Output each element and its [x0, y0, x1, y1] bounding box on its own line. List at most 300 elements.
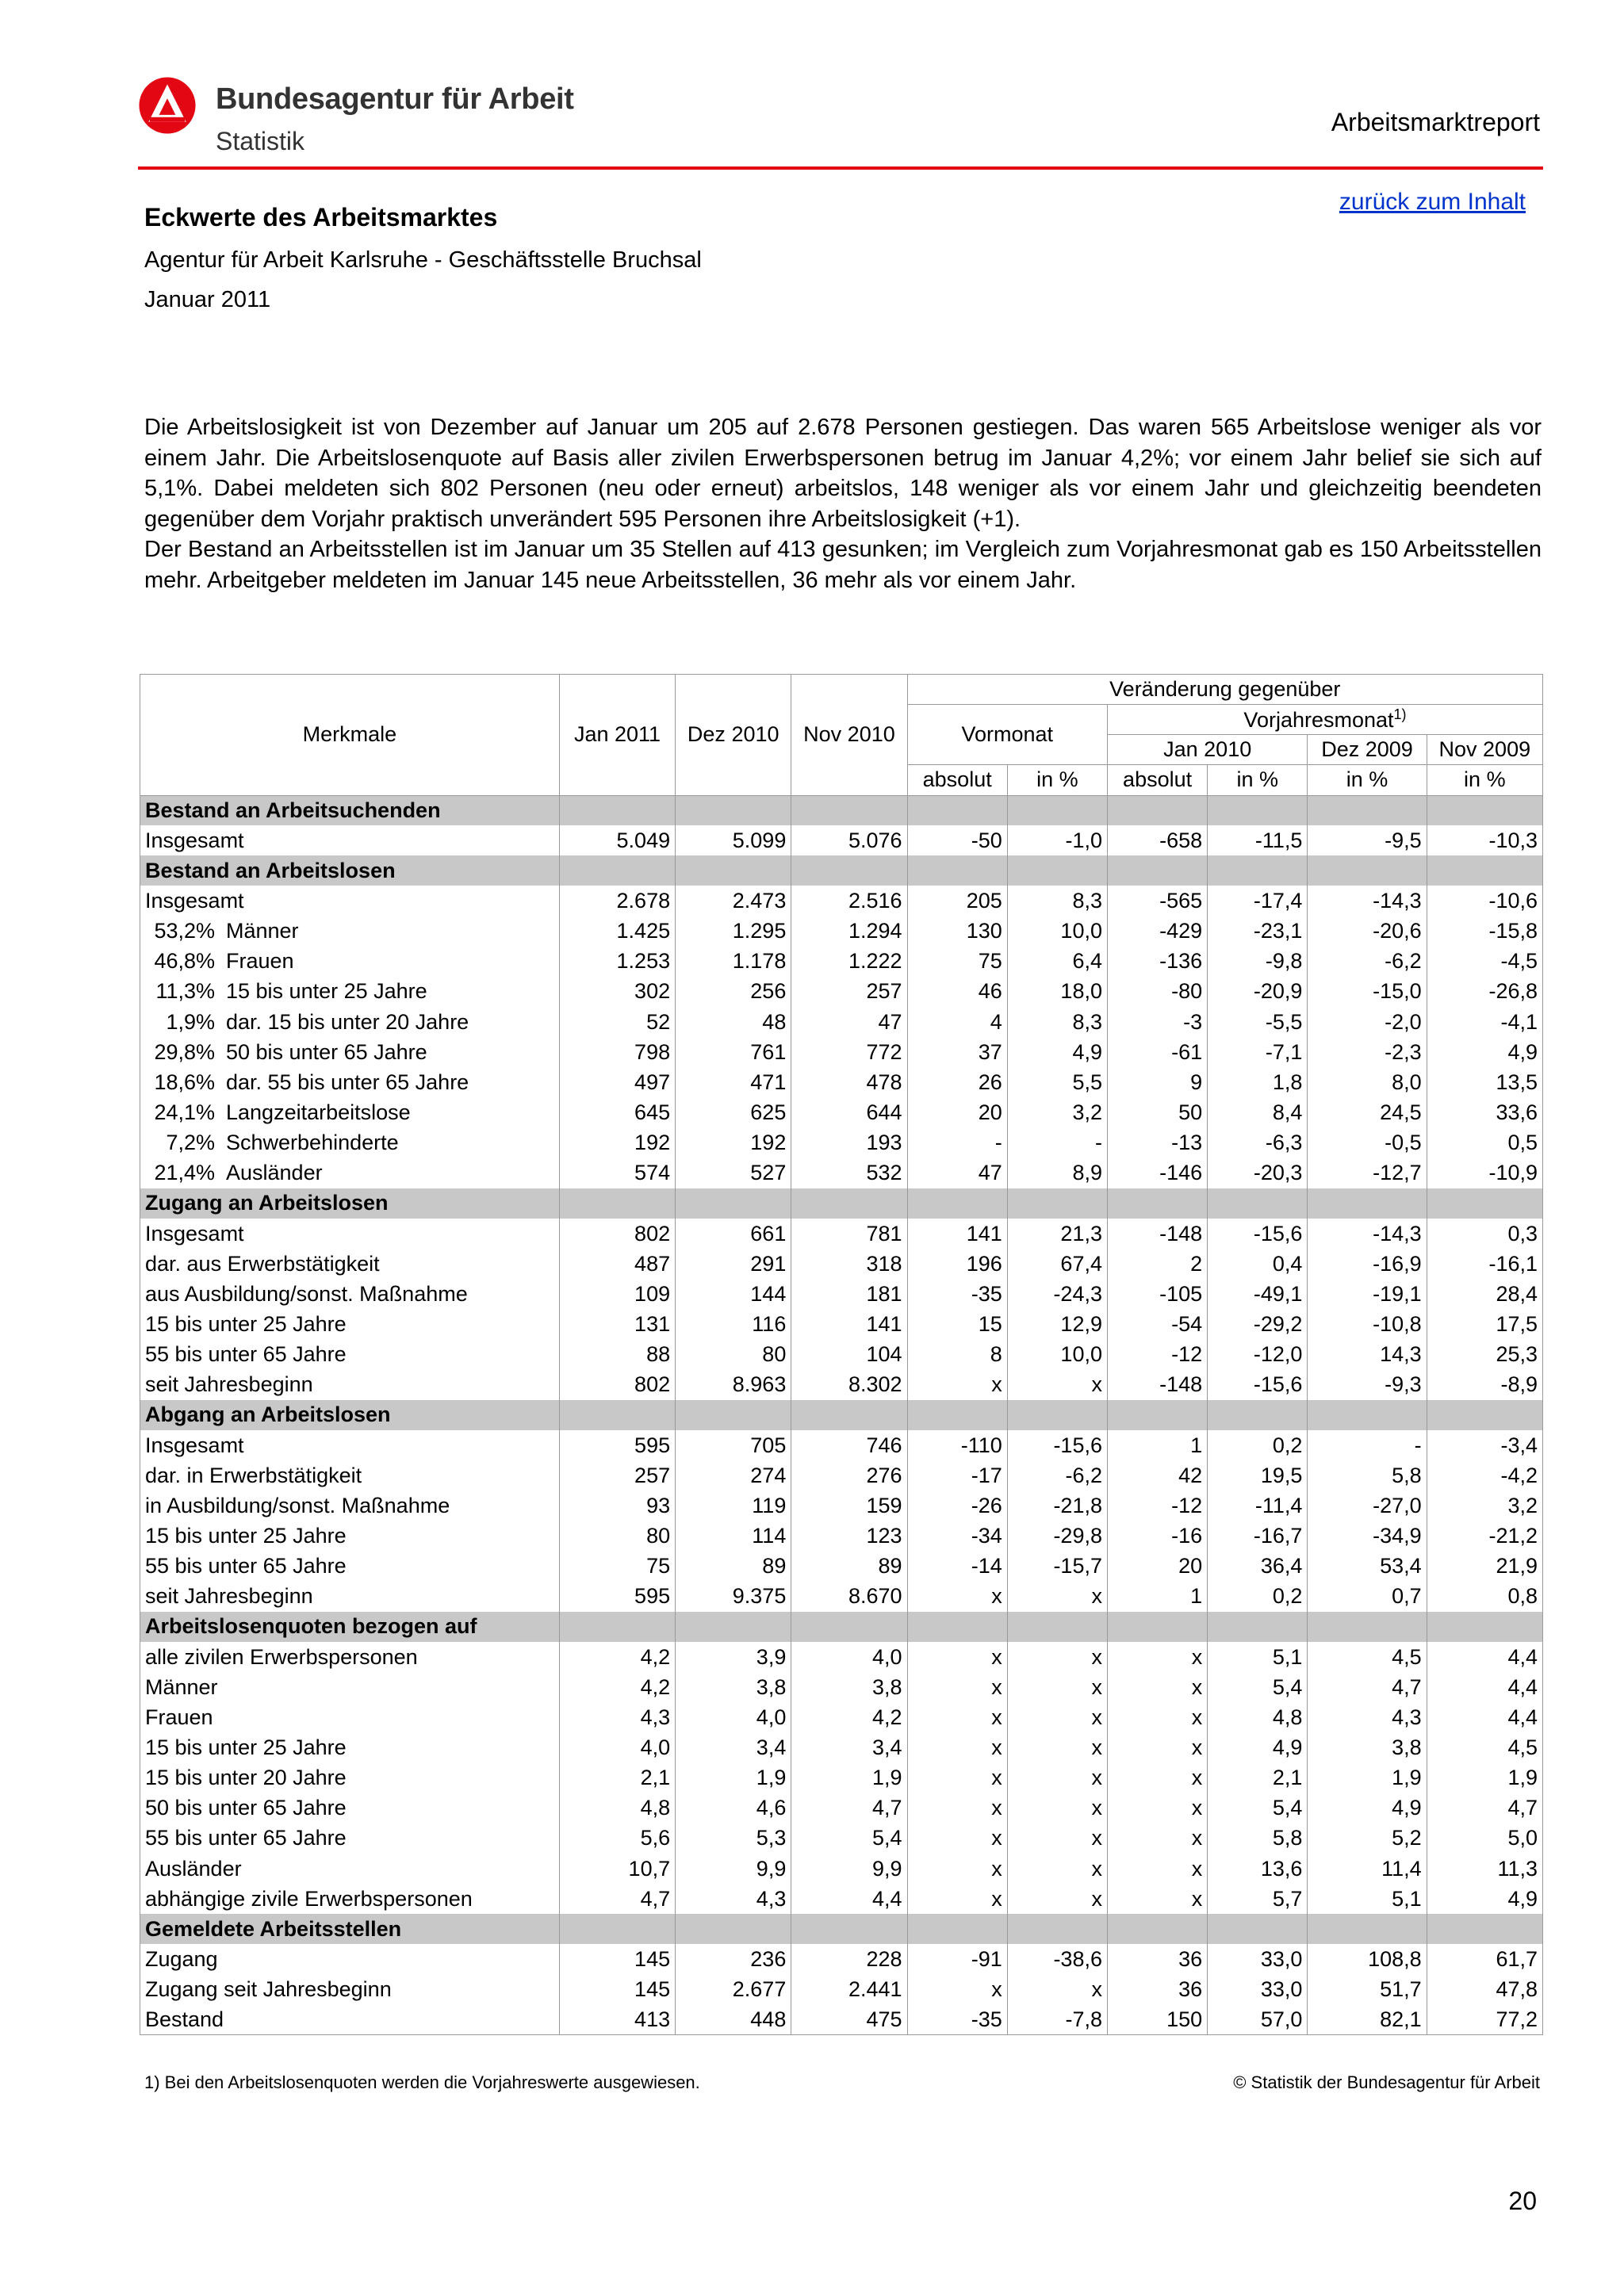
value-cell: x	[907, 1793, 1007, 1823]
value-cell: -1,0	[1007, 825, 1107, 855]
row-label-cell	[140, 1460, 560, 1490]
value-cell: -20,6	[1308, 916, 1427, 947]
value-cell: -14,3	[1308, 886, 1427, 916]
table-row	[140, 1854, 1543, 1884]
value-cell: -12	[1107, 1340, 1207, 1370]
value-cell: 75	[559, 1552, 675, 1582]
value-cell: -29,2	[1208, 1309, 1308, 1339]
value-cell: 82,1	[1308, 2005, 1427, 2035]
row-label-cell	[140, 1067, 560, 1097]
section-fill-cell	[1007, 1914, 1107, 1944]
section-fill-cell	[676, 855, 791, 886]
value-cell: -20,3	[1208, 1158, 1308, 1188]
value-cell: -12	[1107, 1490, 1207, 1521]
row-label: 55 bis unter 65 Jahre	[145, 1554, 347, 1578]
value-cell: 471	[676, 1067, 791, 1097]
value-cell: 746	[791, 1430, 907, 1460]
value-cell: x	[907, 1582, 1007, 1612]
value-cell: x	[1107, 1793, 1207, 1823]
value-cell: -27,0	[1308, 1490, 1427, 1521]
row-label: 15 bis unter 25 Jahre	[145, 1735, 347, 1759]
value-cell: -24,3	[1007, 1279, 1107, 1309]
value-cell: 52	[559, 1007, 675, 1037]
section-fill-cell	[791, 1400, 907, 1430]
section-fill-cell	[1107, 1914, 1207, 1944]
value-cell: 15	[907, 1309, 1007, 1339]
table-row	[140, 947, 1543, 977]
section-fill-cell	[791, 855, 907, 886]
section-fill-cell	[1308, 1612, 1427, 1642]
section-fill-cell	[1107, 1612, 1207, 1642]
table-row	[140, 1884, 1543, 1914]
section-header-row	[140, 1188, 1543, 1219]
section-fill-cell	[1007, 855, 1107, 886]
value-cell: 2,1	[559, 1763, 675, 1793]
footnote: 1) Bei den Arbeitslosenquoten werden die Vorjahreswerte ausgewiesen.	[144, 2072, 700, 2092]
row-label-cell	[140, 1975, 560, 2005]
value-cell: -15,6	[1208, 1370, 1308, 1400]
section-fill-cell	[1427, 1914, 1542, 1944]
value-cell: -23,1	[1208, 916, 1308, 947]
row-label-cell	[140, 886, 560, 916]
value-cell: 4	[907, 1007, 1007, 1037]
value-cell: x	[1107, 1763, 1207, 1793]
value-cell: 33,0	[1208, 1975, 1308, 2005]
value-cell: -16	[1107, 1521, 1207, 1551]
value-cell: 20	[1107, 1552, 1207, 1582]
value-cell: 19,5	[1208, 1460, 1308, 1490]
value-cell: x	[907, 1642, 1007, 1672]
intro-text	[144, 412, 1542, 595]
col-header-pct-vormonat: in %	[1007, 765, 1107, 795]
value-cell: -110	[907, 1430, 1007, 1460]
table-row	[140, 1340, 1543, 1370]
row-label-cell	[140, 1702, 560, 1732]
value-cell: 61,7	[1427, 1944, 1542, 1974]
value-cell: -12,7	[1308, 1158, 1427, 1188]
section-fill-cell	[1007, 795, 1107, 825]
row-label: aus Ausbildung/sonst. Maßnahme	[145, 1281, 468, 1306]
value-cell: 67,4	[1007, 1249, 1107, 1279]
value-cell: x	[907, 1884, 1007, 1914]
value-cell: -61	[1107, 1037, 1207, 1067]
row-label-cell	[140, 1340, 560, 1370]
table-row	[140, 1037, 1543, 1067]
table-row	[140, 1823, 1543, 1854]
row-label: dar. 15 bis unter 20 Jahre	[226, 1009, 469, 1034]
value-cell: 8.302	[791, 1370, 907, 1400]
back-to-contents-link[interactable]: zurück zum Inhalt	[1339, 189, 1526, 215]
value-cell: -17,4	[1208, 886, 1308, 916]
col-header-absolut-vormonat: absolut	[907, 765, 1007, 795]
org-name: Bundesagentur für Arbeit	[216, 82, 574, 116]
table-row	[140, 1158, 1543, 1188]
value-cell: 705	[676, 1430, 791, 1460]
section-fill-cell	[559, 1188, 675, 1219]
section-fill-cell	[1308, 855, 1427, 886]
value-cell: -658	[1107, 825, 1207, 855]
row-label: alle zivilen Erwerbspersonen	[145, 1644, 418, 1669]
section-fill-cell	[559, 1612, 675, 1642]
value-cell: 4,4	[1427, 1642, 1542, 1672]
value-cell: -2,3	[1308, 1037, 1427, 1067]
value-cell: 5,4	[1208, 1672, 1308, 1702]
value-cell: 1,9	[1427, 1763, 1542, 1793]
value-cell: 141	[791, 1309, 907, 1339]
table-row	[140, 1067, 1543, 1097]
value-cell: 75	[907, 947, 1007, 977]
value-cell: x	[1107, 1884, 1207, 1914]
value-cell: 4,8	[1208, 1702, 1308, 1732]
value-cell: 236	[676, 1944, 791, 1974]
row-label: Ausländer	[226, 1161, 323, 1185]
value-cell: -	[907, 1128, 1007, 1158]
value-cell: 89	[791, 1552, 907, 1582]
row-label-cell	[140, 1007, 560, 1037]
value-cell: 192	[559, 1128, 675, 1158]
value-cell: x	[907, 1854, 1007, 1884]
section-fill-cell	[559, 855, 675, 886]
value-cell: 4,0	[791, 1642, 907, 1672]
section-fill-cell	[1107, 1400, 1207, 1430]
value-cell: 8.963	[676, 1370, 791, 1400]
row-label: 15 bis unter 25 Jahre	[145, 1312, 347, 1337]
row-label: 50 bis unter 65 Jahre	[226, 1039, 427, 1064]
section-header-row	[140, 1914, 1543, 1944]
value-cell: -21,2	[1427, 1521, 1542, 1551]
value-cell: -6,2	[1007, 1460, 1107, 1490]
share-percent: 53,2%	[154, 919, 215, 943]
section-fill-cell	[1208, 795, 1308, 825]
value-cell: 4,7	[791, 1793, 907, 1823]
value-cell: 36,4	[1208, 1552, 1308, 1582]
value-cell: 108,8	[1308, 1944, 1427, 1974]
value-cell: 274	[676, 1460, 791, 1490]
value-cell: 24,5	[1308, 1097, 1427, 1127]
section-fill-cell	[1208, 1612, 1308, 1642]
section-fill-cell	[1427, 1612, 1542, 1642]
value-cell: -7,8	[1007, 2005, 1107, 2035]
value-cell: 8	[907, 1340, 1007, 1370]
row-label: 50 bis unter 65 Jahre	[145, 1796, 347, 1820]
value-cell: -49,1	[1208, 1279, 1308, 1309]
value-cell: 21,3	[1007, 1219, 1107, 1249]
value-cell: 159	[791, 1490, 907, 1521]
value-cell: -6,2	[1308, 947, 1427, 977]
section-fill-cell	[1208, 1400, 1308, 1430]
value-cell: x	[1107, 1823, 1207, 1854]
section-fill-cell	[676, 1914, 791, 1944]
col-header-nov2009: Nov 2009	[1427, 735, 1542, 765]
value-cell: 2.441	[791, 1975, 907, 2005]
row-label: 15 bis unter 20 Jahre	[145, 1766, 347, 1790]
value-cell: -105	[1107, 1279, 1207, 1309]
value-cell: 6,4	[1007, 947, 1107, 977]
value-cell: -5,5	[1208, 1007, 1308, 1037]
row-label: abhängige zivile Erwerbspersonen	[145, 1886, 473, 1911]
value-cell: 46	[907, 977, 1007, 1007]
value-cell: 42	[1107, 1460, 1207, 1490]
row-label-cell	[140, 1823, 560, 1854]
value-cell: 80	[676, 1340, 791, 1370]
value-cell: 5.049	[559, 825, 675, 855]
value-cell: 9,9	[791, 1854, 907, 1884]
table-row	[140, 2005, 1543, 2035]
table-row	[140, 1219, 1543, 1249]
value-cell: x	[1007, 1793, 1107, 1823]
value-cell: 114	[676, 1521, 791, 1551]
value-cell: 1	[1107, 1582, 1207, 1612]
value-cell: 14,3	[1308, 1340, 1427, 1370]
section-fill-cell	[1308, 1914, 1427, 1944]
section-fill-cell	[559, 1914, 675, 1944]
share-percent: 11,3%	[155, 979, 215, 1004]
value-cell: x	[1007, 1763, 1107, 1793]
value-cell: -3	[1107, 1007, 1207, 1037]
value-cell: 0,8	[1427, 1582, 1542, 1612]
table-row	[140, 825, 1543, 855]
row-label-cell	[140, 1309, 560, 1339]
report-period: Januar 2011	[144, 287, 271, 312]
value-cell: 0,4	[1208, 1249, 1308, 1279]
row-label-cell	[140, 1672, 560, 1702]
table-row	[140, 1430, 1543, 1460]
value-cell: 181	[791, 1279, 907, 1309]
page-title: Eckwerte des Arbeitsmarktes	[144, 203, 498, 232]
section-fill-cell	[1427, 1188, 1542, 1219]
value-cell: -9,5	[1308, 825, 1427, 855]
row-label: 15 bis unter 25 Jahre	[145, 1524, 347, 1548]
share-percent: 7,2%	[166, 1131, 215, 1155]
value-cell: 5,8	[1208, 1823, 1308, 1854]
value-cell: 5,7	[1208, 1884, 1308, 1914]
value-cell: 192	[676, 1128, 791, 1158]
value-cell: 51,7	[1308, 1975, 1427, 2005]
value-cell: -14,3	[1308, 1219, 1427, 1249]
section-fill-cell	[1308, 1400, 1427, 1430]
value-cell: 1.178	[676, 947, 791, 977]
value-cell: 50	[1107, 1097, 1207, 1127]
section-fill-cell	[1208, 855, 1308, 886]
value-cell: -12,0	[1208, 1340, 1308, 1370]
value-cell: 8,9	[1007, 1158, 1107, 1188]
value-cell: 5,4	[1208, 1793, 1308, 1823]
value-cell: -11,4	[1208, 1490, 1308, 1521]
value-cell: 228	[791, 1944, 907, 1974]
bundesagentur-logo-icon	[138, 76, 197, 135]
value-cell: 144	[676, 1279, 791, 1309]
value-cell: x	[1107, 1672, 1207, 1702]
row-label: Langzeitarbeitslose	[226, 1100, 411, 1125]
value-cell: 93	[559, 1490, 675, 1521]
value-cell: -146	[1107, 1158, 1207, 1188]
table-row	[140, 1793, 1543, 1823]
value-cell: 36	[1107, 1975, 1207, 2005]
value-cell: 3,4	[791, 1732, 907, 1762]
row-label-cell	[140, 1552, 560, 1582]
table-row	[140, 1582, 1543, 1612]
value-cell: -50	[907, 825, 1007, 855]
section-label: Abgang an Arbeitslosen	[140, 1400, 560, 1430]
value-cell: -565	[1107, 886, 1207, 916]
value-cell: -54	[1107, 1309, 1207, 1339]
value-cell: 4,0	[559, 1732, 675, 1762]
value-cell: 448	[676, 2005, 791, 2035]
value-cell: 574	[559, 1158, 675, 1188]
section-fill-cell	[907, 1188, 1007, 1219]
value-cell: 4,7	[559, 1884, 675, 1914]
table-row	[140, 1642, 1543, 1672]
value-cell: 13,5	[1427, 1067, 1542, 1097]
row-label: Insgesamt	[145, 828, 244, 852]
row-label: 15 bis unter 25 Jahre	[226, 979, 427, 1004]
value-cell: -	[1007, 1128, 1107, 1158]
value-cell: 4,9	[1208, 1732, 1308, 1762]
value-cell: -7,1	[1208, 1037, 1308, 1067]
table-row	[140, 1007, 1543, 1037]
value-cell: 10,0	[1007, 1340, 1107, 1370]
value-cell: x	[1107, 1642, 1207, 1672]
value-cell: -3,4	[1427, 1430, 1542, 1460]
table-row	[140, 1732, 1543, 1762]
section-fill-cell	[1007, 1400, 1107, 1430]
value-cell: 5,4	[791, 1823, 907, 1854]
value-cell: -20,9	[1208, 977, 1308, 1007]
value-cell: 11,3	[1427, 1854, 1542, 1884]
value-cell: 18,0	[1007, 977, 1107, 1007]
section-fill-cell	[907, 795, 1007, 825]
value-cell: 20	[907, 1097, 1007, 1127]
row-label-cell	[140, 1279, 560, 1309]
row-label-cell	[140, 1763, 560, 1793]
value-cell: 80	[559, 1521, 675, 1551]
value-cell: x	[1007, 1582, 1107, 1612]
section-fill-cell	[791, 795, 907, 825]
value-cell: 5,0	[1427, 1823, 1542, 1854]
section-header-row	[140, 855, 1543, 886]
section-fill-cell	[676, 1400, 791, 1430]
col-header-nov2010: Nov 2010	[791, 675, 907, 796]
table-row	[140, 1097, 1543, 1127]
col-header-dez2009: Dez 2009	[1308, 735, 1427, 765]
value-cell: 0,7	[1308, 1582, 1427, 1612]
table-row	[140, 1763, 1543, 1793]
section-fill-cell	[1308, 795, 1427, 825]
vorjahresmonat-footnote-ref: 1)	[1393, 706, 1407, 723]
row-label: dar. in Erwerbstätigkeit	[145, 1463, 362, 1487]
value-cell: 761	[676, 1037, 791, 1067]
value-cell: 145	[559, 1944, 675, 1974]
value-cell: 276	[791, 1460, 907, 1490]
section-fill-cell	[559, 1400, 675, 1430]
value-cell: -17	[907, 1460, 1007, 1490]
table-row	[140, 1279, 1543, 1309]
value-cell: 2.473	[676, 886, 791, 916]
value-cell: 109	[559, 1279, 675, 1309]
value-cell: 302	[559, 977, 675, 1007]
table-row	[140, 1672, 1543, 1702]
value-cell: 497	[559, 1067, 675, 1097]
value-cell: 527	[676, 1158, 791, 1188]
section-label: Bestand an Arbeitsuchenden	[140, 795, 560, 825]
section-fill-cell	[907, 1612, 1007, 1642]
value-cell: 413	[559, 2005, 675, 2035]
section-label: Arbeitslosenquoten bezogen auf	[140, 1612, 560, 1642]
table-body	[140, 795, 1543, 2035]
value-cell: 4,9	[1308, 1793, 1427, 1823]
section-label: Zugang an Arbeitslosen	[140, 1188, 560, 1219]
value-cell: 532	[791, 1158, 907, 1188]
share-percent: 24,1%	[154, 1100, 215, 1125]
value-cell: 33,0	[1208, 1944, 1308, 1974]
value-cell: -16,9	[1308, 1249, 1427, 1279]
value-cell: 9.375	[676, 1582, 791, 1612]
share-percent: 21,4%	[154, 1161, 215, 1185]
value-cell: -29,8	[1007, 1521, 1107, 1551]
value-cell: 47,8	[1427, 1975, 1542, 2005]
value-cell: 2.677	[676, 1975, 791, 2005]
value-cell: 12,9	[1007, 1309, 1107, 1339]
value-cell: 1,9	[1308, 1763, 1427, 1793]
value-cell: 4,6	[676, 1793, 791, 1823]
table-row	[140, 1975, 1543, 2005]
value-cell: 10,7	[559, 1854, 675, 1884]
value-cell: -15,6	[1208, 1219, 1308, 1249]
section-fill-cell	[1427, 795, 1542, 825]
value-cell: 4,0	[676, 1702, 791, 1732]
value-cell: x	[907, 1672, 1007, 1702]
value-cell: x	[1007, 1370, 1107, 1400]
value-cell: -10,6	[1427, 886, 1542, 916]
value-cell: 1.294	[791, 916, 907, 947]
section-header-row	[140, 1400, 1543, 1430]
report-label: Arbeitsmarktreport	[1331, 108, 1540, 136]
value-cell: 3,2	[1427, 1490, 1542, 1521]
row-label: dar. aus Erwerbstätigkeit	[145, 1251, 380, 1276]
col-header-pct-vorjahr: in %	[1208, 765, 1308, 795]
value-cell: 33,6	[1427, 1097, 1542, 1127]
value-cell: -34,9	[1308, 1521, 1427, 1551]
value-cell: -80	[1107, 977, 1207, 1007]
value-cell: 1	[1107, 1430, 1207, 1460]
value-cell: 123	[791, 1521, 907, 1551]
value-cell: 4,7	[1427, 1793, 1542, 1823]
value-cell: 3,8	[676, 1672, 791, 1702]
section-fill-cell	[1208, 1188, 1308, 1219]
value-cell: 8,0	[1308, 1067, 1427, 1097]
row-label: in Ausbildung/sonst. Maßnahme	[145, 1493, 450, 1517]
row-label-cell	[140, 1249, 560, 1279]
value-cell: 28,4	[1427, 1279, 1542, 1309]
value-cell: 3,8	[1308, 1732, 1427, 1762]
value-cell: 141	[907, 1219, 1007, 1249]
value-cell: 47	[907, 1158, 1007, 1188]
row-label-cell	[140, 1884, 560, 1914]
table-row	[140, 977, 1543, 1007]
section-fill-cell	[1107, 855, 1207, 886]
col-header-veraenderung: Veränderung gegenüber	[907, 675, 1542, 705]
section-fill-cell	[1208, 1914, 1308, 1944]
value-cell: 661	[676, 1219, 791, 1249]
value-cell: 21,9	[1427, 1552, 1542, 1582]
col-header-jan2011: Jan 2011	[559, 675, 675, 796]
section-fill-cell	[559, 795, 675, 825]
table-row	[140, 1944, 1543, 1974]
value-cell: 4,4	[1427, 1702, 1542, 1732]
value-cell: 1.253	[559, 947, 675, 977]
value-cell: 645	[559, 1097, 675, 1127]
copyright: © Statistik der Bundesagentur für Arbeit	[1233, 2072, 1540, 2092]
